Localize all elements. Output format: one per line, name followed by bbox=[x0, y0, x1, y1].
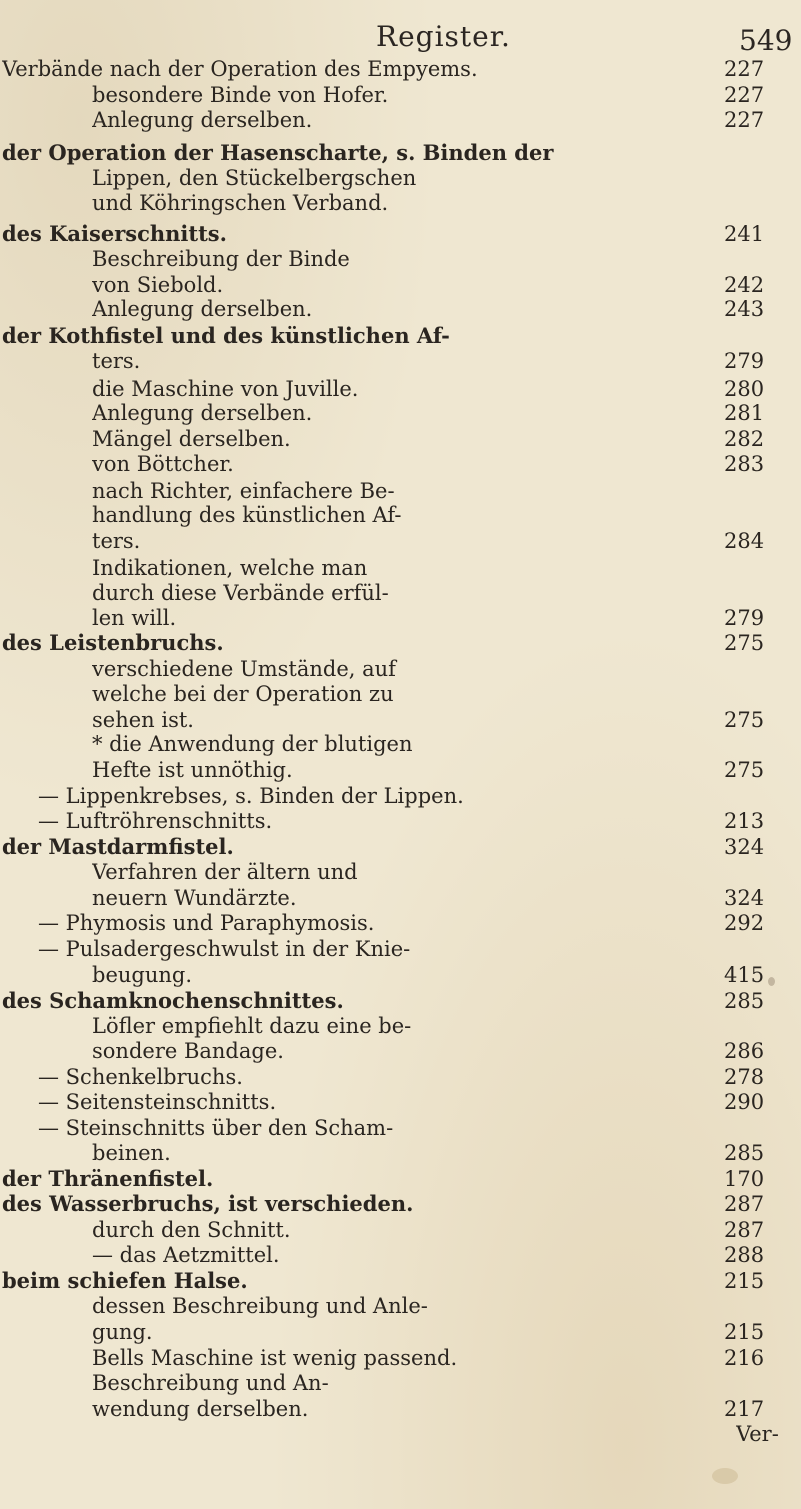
entry-page-number: 275 bbox=[724, 708, 765, 732]
entry-text: handlung des künstlichen Af- bbox=[92, 503, 402, 527]
page-number: 549 bbox=[739, 24, 793, 57]
entry-text: sehen ist. bbox=[92, 708, 194, 732]
entry-text: durch den Schnitt. bbox=[92, 1218, 291, 1242]
entry-text: Beschreibung der Binde bbox=[92, 247, 350, 271]
entry-text: besondere Binde von Hofer. bbox=[92, 83, 389, 107]
entry-text: Beschreibung und An- bbox=[92, 1371, 329, 1395]
entry-text: des Wasserbruchs, ist verschieden. bbox=[2, 1191, 414, 1216]
entry-text: neuern Wundärzte. bbox=[92, 886, 297, 910]
entry-page-number: 213 bbox=[724, 809, 765, 833]
entry-page-number: 278 bbox=[724, 1065, 765, 1089]
entry-text: Lippen, den Stückelbergschen bbox=[92, 166, 417, 190]
entry-page-number: 292 bbox=[724, 911, 765, 935]
entry-text: Mängel derselben. bbox=[92, 427, 291, 451]
entry-text: beinen. bbox=[92, 1141, 171, 1165]
entry-text: der Mastdarmfistel. bbox=[2, 834, 234, 859]
entry-page-number: 324 bbox=[724, 886, 765, 910]
entry-page-number: 287 bbox=[724, 1218, 765, 1242]
entry-text: die Maschine von Juville. bbox=[92, 377, 359, 401]
entry-page-number: 281 bbox=[724, 401, 765, 425]
entry-text: Verbände nach der Operation des Empyems. bbox=[2, 57, 478, 81]
entry-page-number: 275 bbox=[724, 631, 765, 655]
entry-page-number: 286 bbox=[724, 1039, 765, 1063]
entry-text: und Köhringschen Verband. bbox=[92, 191, 389, 215]
entry-text: Bells Maschine ist wenig passend. bbox=[92, 1346, 458, 1370]
running-title: Register. bbox=[376, 20, 511, 53]
entry-page-number: 215 bbox=[724, 1269, 765, 1293]
entry-text: der Operation der Hasenscharte, s. Binden der bbox=[2, 140, 554, 165]
entry-text: — das Aetzmittel. bbox=[92, 1243, 280, 1267]
entry-page-number: 215 bbox=[724, 1320, 765, 1344]
entry-page-number: 243 bbox=[724, 297, 765, 321]
entry-text: Indikationen, welche man bbox=[92, 556, 368, 580]
entry-text: des Schamknochenschnittes. bbox=[2, 988, 344, 1013]
entry-text: — Schenkelbruchs. bbox=[38, 1065, 243, 1089]
entry-text: Anlegung derselben. bbox=[92, 401, 313, 425]
entry-text: Hefte ist unnöthig. bbox=[92, 758, 293, 782]
entry-page-number: 284 bbox=[724, 529, 765, 553]
entry-page-number: 285 bbox=[724, 1141, 765, 1165]
entry-page-number: 216 bbox=[724, 1346, 765, 1370]
entry-page-number: 280 bbox=[724, 377, 765, 401]
entry-text: — Steinschnitts über den Scham- bbox=[38, 1116, 394, 1140]
entry-text: des Kaiserschnitts. bbox=[2, 221, 227, 246]
entry-text: des Leistenbruchs. bbox=[2, 630, 224, 655]
entry-page-number: 287 bbox=[724, 1192, 765, 1216]
entry-text: Anlegung derselben. bbox=[92, 108, 313, 132]
entry-page-number: 279 bbox=[724, 349, 765, 373]
entry-text: Verfahren der ältern und bbox=[92, 860, 358, 884]
entry-text: von Siebold. bbox=[92, 273, 224, 297]
entry-page-number: 217 bbox=[724, 1397, 765, 1421]
entry-page-number: 285 bbox=[724, 989, 765, 1013]
entry-page-number: 324 bbox=[724, 835, 765, 859]
entry-text: Anlegung derselben. bbox=[92, 297, 313, 321]
entry-page-number: 227 bbox=[724, 108, 765, 132]
entry-text: beugung. bbox=[92, 963, 193, 987]
entry-text: der Kothfistel und des künstlichen Af- bbox=[2, 323, 450, 348]
entry-text: * die Anwendung der blutigen bbox=[92, 732, 413, 756]
entry-text: verschiedene Umstände, auf bbox=[92, 657, 396, 681]
entry-page-number: 242 bbox=[724, 273, 765, 297]
entry-text: beim schiefen Halse. bbox=[2, 1268, 248, 1293]
entry-text: len will. bbox=[92, 606, 177, 630]
entry-text: Ver- bbox=[736, 1422, 779, 1446]
entry-text: dessen Beschreibung und Anle- bbox=[92, 1294, 428, 1318]
entry-page-number: 227 bbox=[724, 57, 765, 81]
entry-text: gung. bbox=[92, 1320, 153, 1344]
entry-page-number: 227 bbox=[724, 83, 765, 107]
entry-page-number: 241 bbox=[724, 222, 765, 246]
entry-page-number: 275 bbox=[724, 758, 765, 782]
entry-page-number: 170 bbox=[724, 1167, 765, 1191]
entry-text: — Phymosis und Paraphymosis. bbox=[38, 911, 375, 935]
entry-page-number: 290 bbox=[724, 1090, 765, 1114]
ink-spot bbox=[712, 1468, 738, 1484]
entry-page-number: 283 bbox=[724, 452, 765, 476]
entry-text: ters. bbox=[92, 349, 141, 373]
entry-text: Löfler empfiehlt dazu eine be- bbox=[92, 1014, 412, 1038]
ink-spot bbox=[768, 977, 775, 986]
entry-text: von Böttcher. bbox=[92, 452, 234, 476]
entry-page-number: 288 bbox=[724, 1243, 765, 1267]
entry-text: wendung derselben. bbox=[92, 1397, 309, 1421]
entry-text: — Seitensteinschnitts. bbox=[38, 1090, 277, 1114]
entry-page-number: 282 bbox=[724, 427, 765, 451]
entry-text: — Luftröhrenschnitts. bbox=[38, 809, 273, 833]
entry-text: — Pulsadergeschwulst in der Knie- bbox=[38, 937, 411, 961]
entry-text: nach Richter, einfachere Be- bbox=[92, 479, 395, 503]
entry-text: der Thränenfistel. bbox=[2, 1166, 214, 1191]
entry-text: durch diese Verbände erfül- bbox=[92, 581, 389, 605]
entry-page-number: 415 bbox=[724, 963, 765, 987]
entry-page-number: 279 bbox=[724, 606, 765, 630]
entry-text: sondere Bandage. bbox=[92, 1039, 284, 1063]
entry-text: ters. bbox=[92, 529, 141, 553]
entry-text: — Lippenkrebses, s. Binden der Lippen. bbox=[38, 784, 464, 808]
entry-text: welche bei der Operation zu bbox=[92, 682, 394, 706]
